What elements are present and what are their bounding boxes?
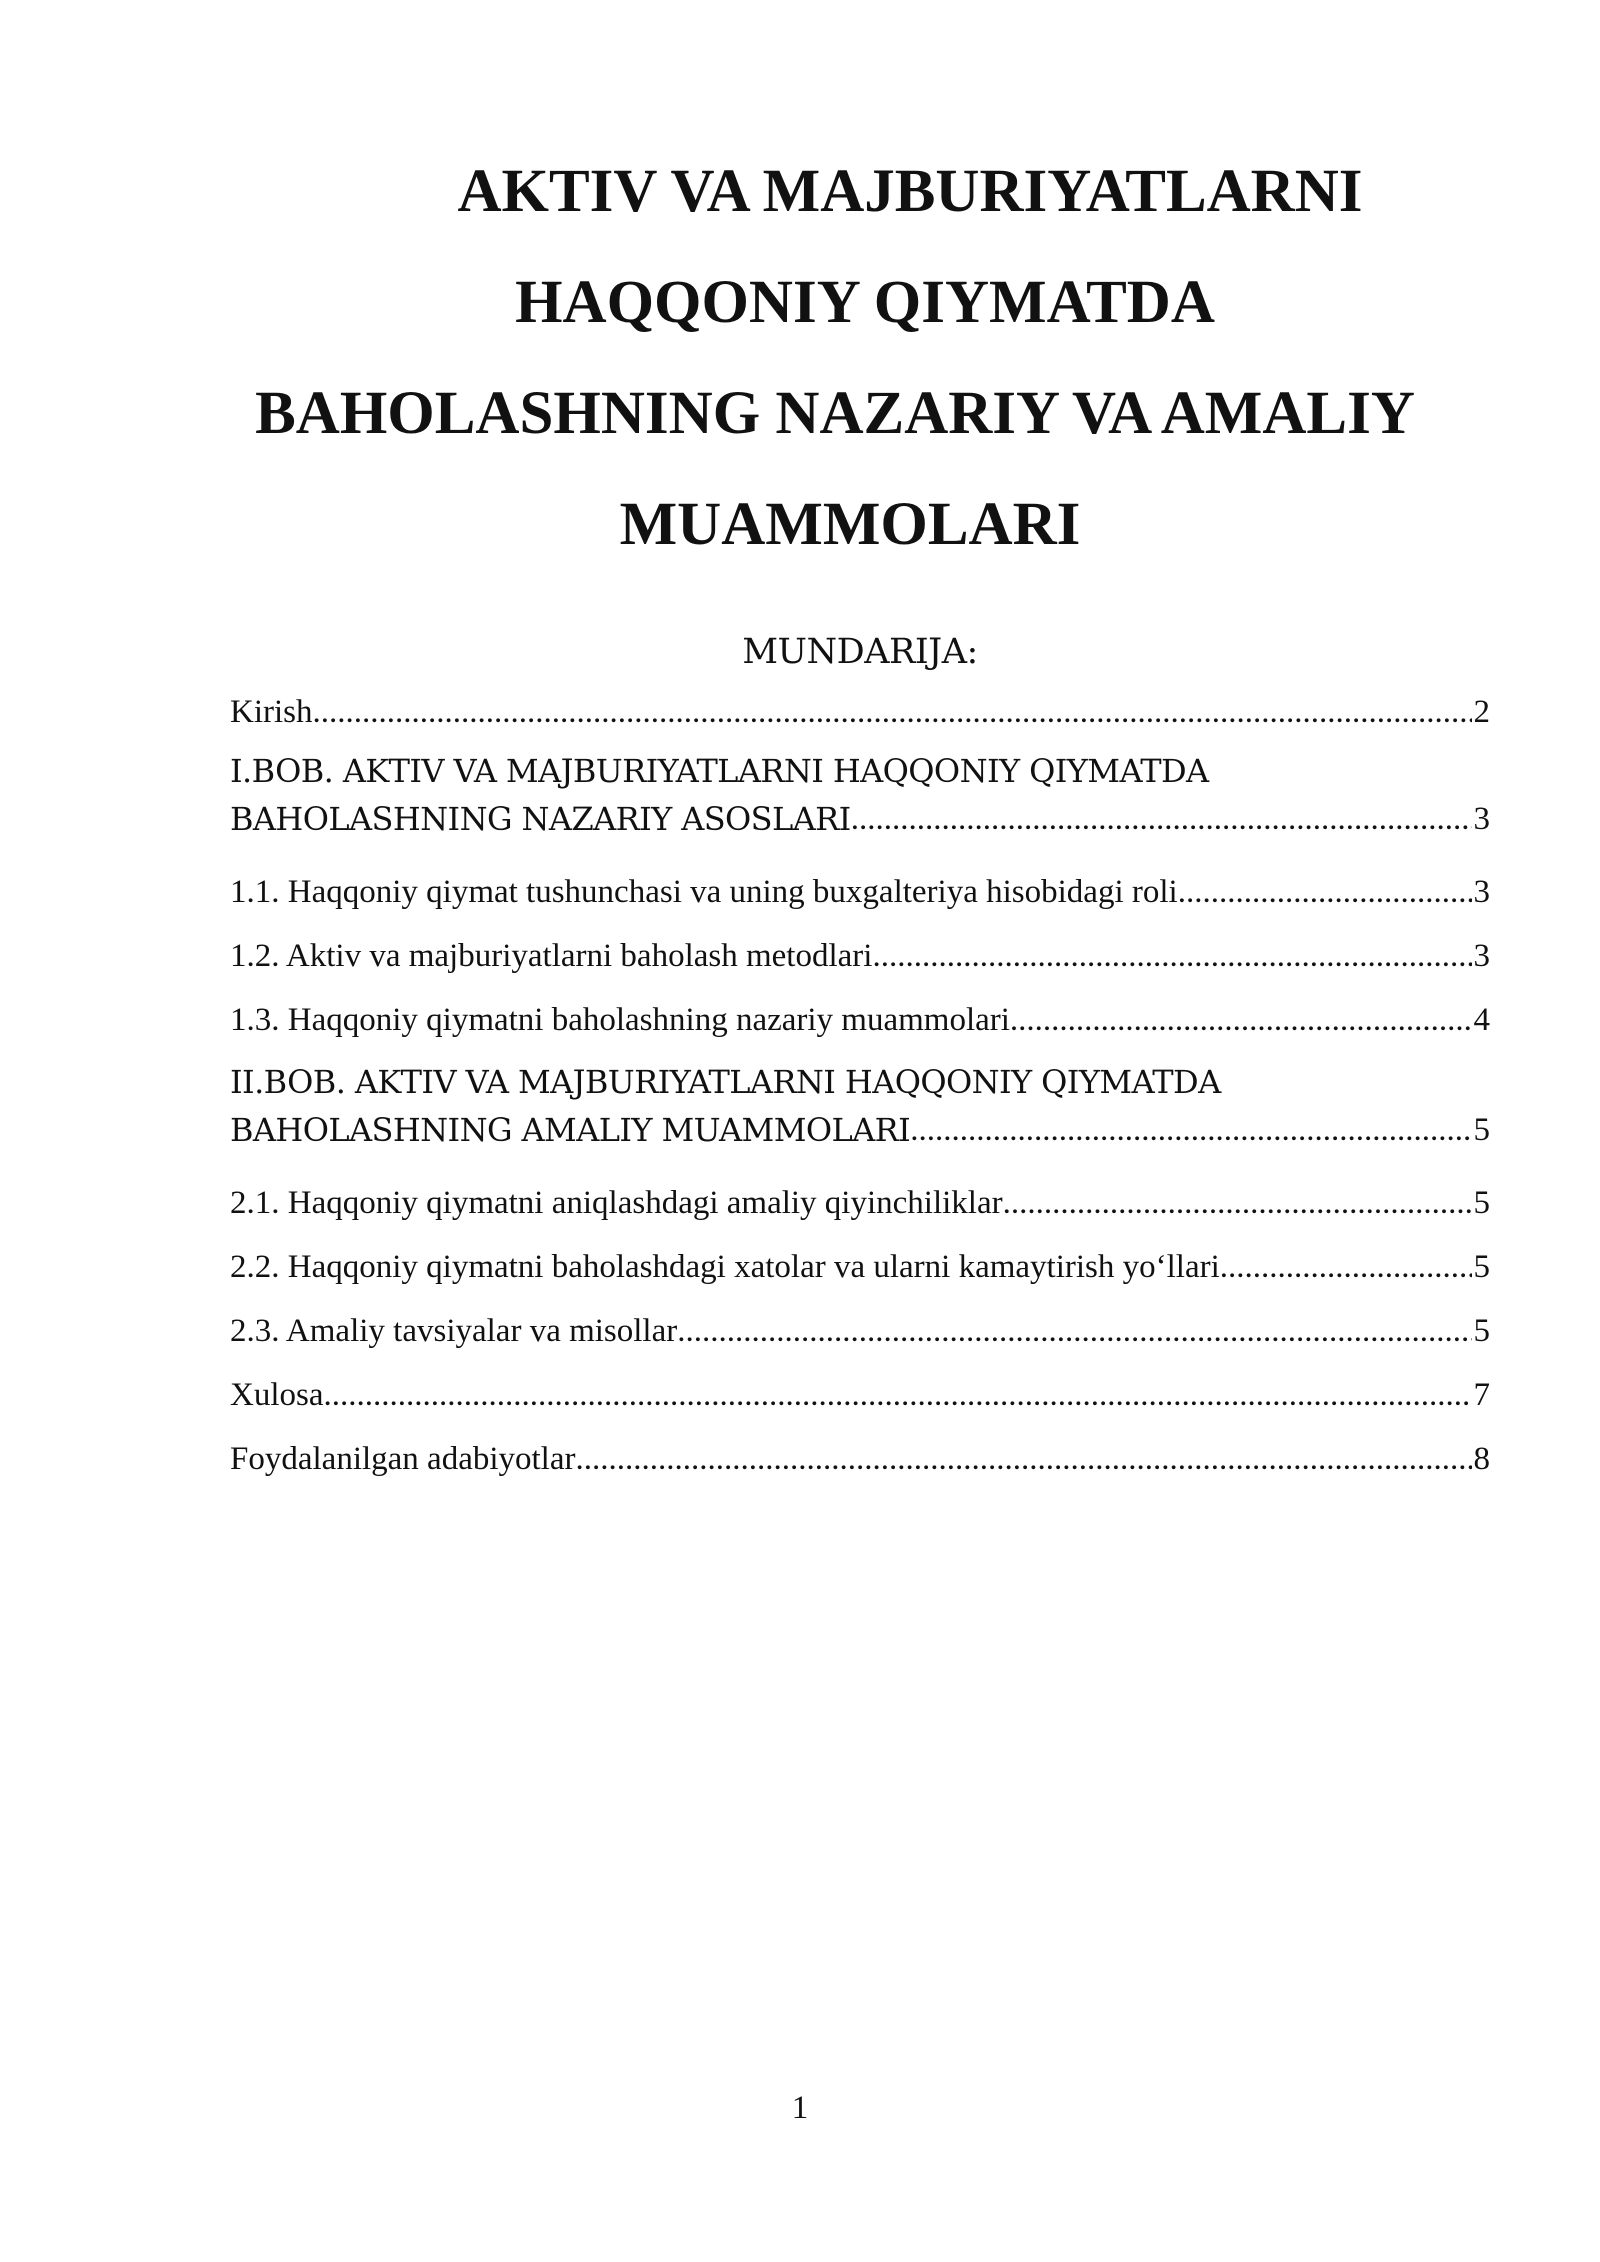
toc-entry-label: Foydalanilgan adabiyotlar: [230, 1441, 576, 1477]
toc-page-number: 4: [1473, 1002, 1490, 1038]
toc-chapter-title-line-1: I.BOB. AKTIV VA MAJBURIYATLARNI HAQQONIY QIYMATDA: [230, 752, 1209, 790]
toc-page-number: 7: [1473, 1377, 1490, 1413]
toc-page-number: 5: [1473, 1112, 1490, 1148]
toc-entry-label: 2.2. Haqqoniy qiymatni baholashdagi xatolar va ularni kamaytirish yo‘llari: [230, 1249, 1220, 1285]
document-title: [200, 136, 1470, 580]
toc-entry-label: 1.3. Haqqoniy qiymatni baholashning nazariy muammolari: [230, 1002, 1010, 1038]
title-line-2: HAQQONIY QIYMATDA: [515, 269, 1215, 336]
toc-entry-section-1-1[interactable]: [230, 860, 1490, 924]
toc-entry-conclusion[interactable]: [230, 1363, 1490, 1427]
toc-entry-section-2-2[interactable]: [230, 1235, 1490, 1299]
toc-entry-section-2-3[interactable]: [230, 1299, 1490, 1363]
table-of-contents: [230, 686, 1490, 1491]
toc-leader-dots: [1178, 860, 1472, 924]
toc-leader-dots: [872, 924, 1471, 988]
title-line-4: MUAMMOLARI: [619, 491, 1081, 558]
toc-entry-section-1-3[interactable]: [230, 988, 1490, 1052]
toc-leader-dots: [1003, 1171, 1472, 1235]
toc-entry-label: Kirish: [230, 694, 313, 730]
toc-leader-dots: [324, 1363, 1472, 1427]
toc-entry-chapter-1[interactable]: [230, 747, 1490, 843]
toc-leader-dots: [1220, 1235, 1472, 1299]
toc-leader-dots: [576, 1427, 1472, 1491]
toc-page-number: 3: [1473, 874, 1490, 910]
toc-entry-references[interactable]: [230, 1427, 1490, 1491]
toc-page-number: 3: [1473, 938, 1490, 974]
toc-leader-dots: [910, 1106, 1471, 1154]
toc-page-number: 2: [1473, 694, 1490, 730]
toc-chapter-title-line-1: II.BOB. AKTIV VA MAJBURIYATLARNI HAQQONIY QIYMATDA: [230, 1063, 1221, 1101]
toc-page-number: 3: [1473, 801, 1490, 837]
toc-chapter-title-line-2: BAHOLASHNING NAZARIY ASOSLARI: [230, 800, 851, 838]
toc-leader-dots: [677, 1299, 1471, 1363]
toc-entry-intro[interactable]: [230, 686, 1490, 738]
title-line-1: AKTIV VA MAJBURIYATLARNI: [457, 158, 1363, 225]
toc-entry-label: 2.3. Amaliy tavsiyalar va misollar: [230, 1313, 678, 1349]
toc-entry-section-2-1[interactable]: [230, 1171, 1490, 1235]
toc-leader-dots: [1010, 988, 1472, 1052]
toc-entry-label: 1.1. Haqqoniy qiymat tushunchasi va uning buxgalteriya hisobidagi roli: [230, 874, 1178, 910]
toc-page-number: 5: [1473, 1185, 1490, 1221]
toc-page-number: 5: [1473, 1249, 1490, 1285]
toc-leader-dots: [313, 686, 1472, 738]
toc-entry-chapter-2[interactable]: [230, 1058, 1490, 1154]
title-line-3: BAHOLASHNING NAZARIY VA AMALIY: [255, 380, 1415, 447]
toc-page-number: 5: [1473, 1313, 1490, 1349]
toc-entry-label: Xulosa: [230, 1377, 324, 1413]
toc-entry-section-1-2[interactable]: [230, 924, 1490, 988]
toc-page-number: 8: [1473, 1441, 1490, 1477]
toc-chapter-title-line-2: BAHOLASHNING AMALIY MUAMMOLARI: [230, 1111, 911, 1149]
toc-entry-label: 2.1. Haqqoniy qiymatni aniqlashdagi amaliy qiyinchiliklar: [230, 1185, 1003, 1221]
toc-entry-label: 1.2. Aktiv va majburiyatlarni baholash metodlari: [230, 938, 873, 974]
page-number: 1: [791, 2090, 809, 2126]
toc-leader-dots: [851, 795, 1472, 843]
toc-heading: MUNDARIJA:: [742, 632, 978, 672]
